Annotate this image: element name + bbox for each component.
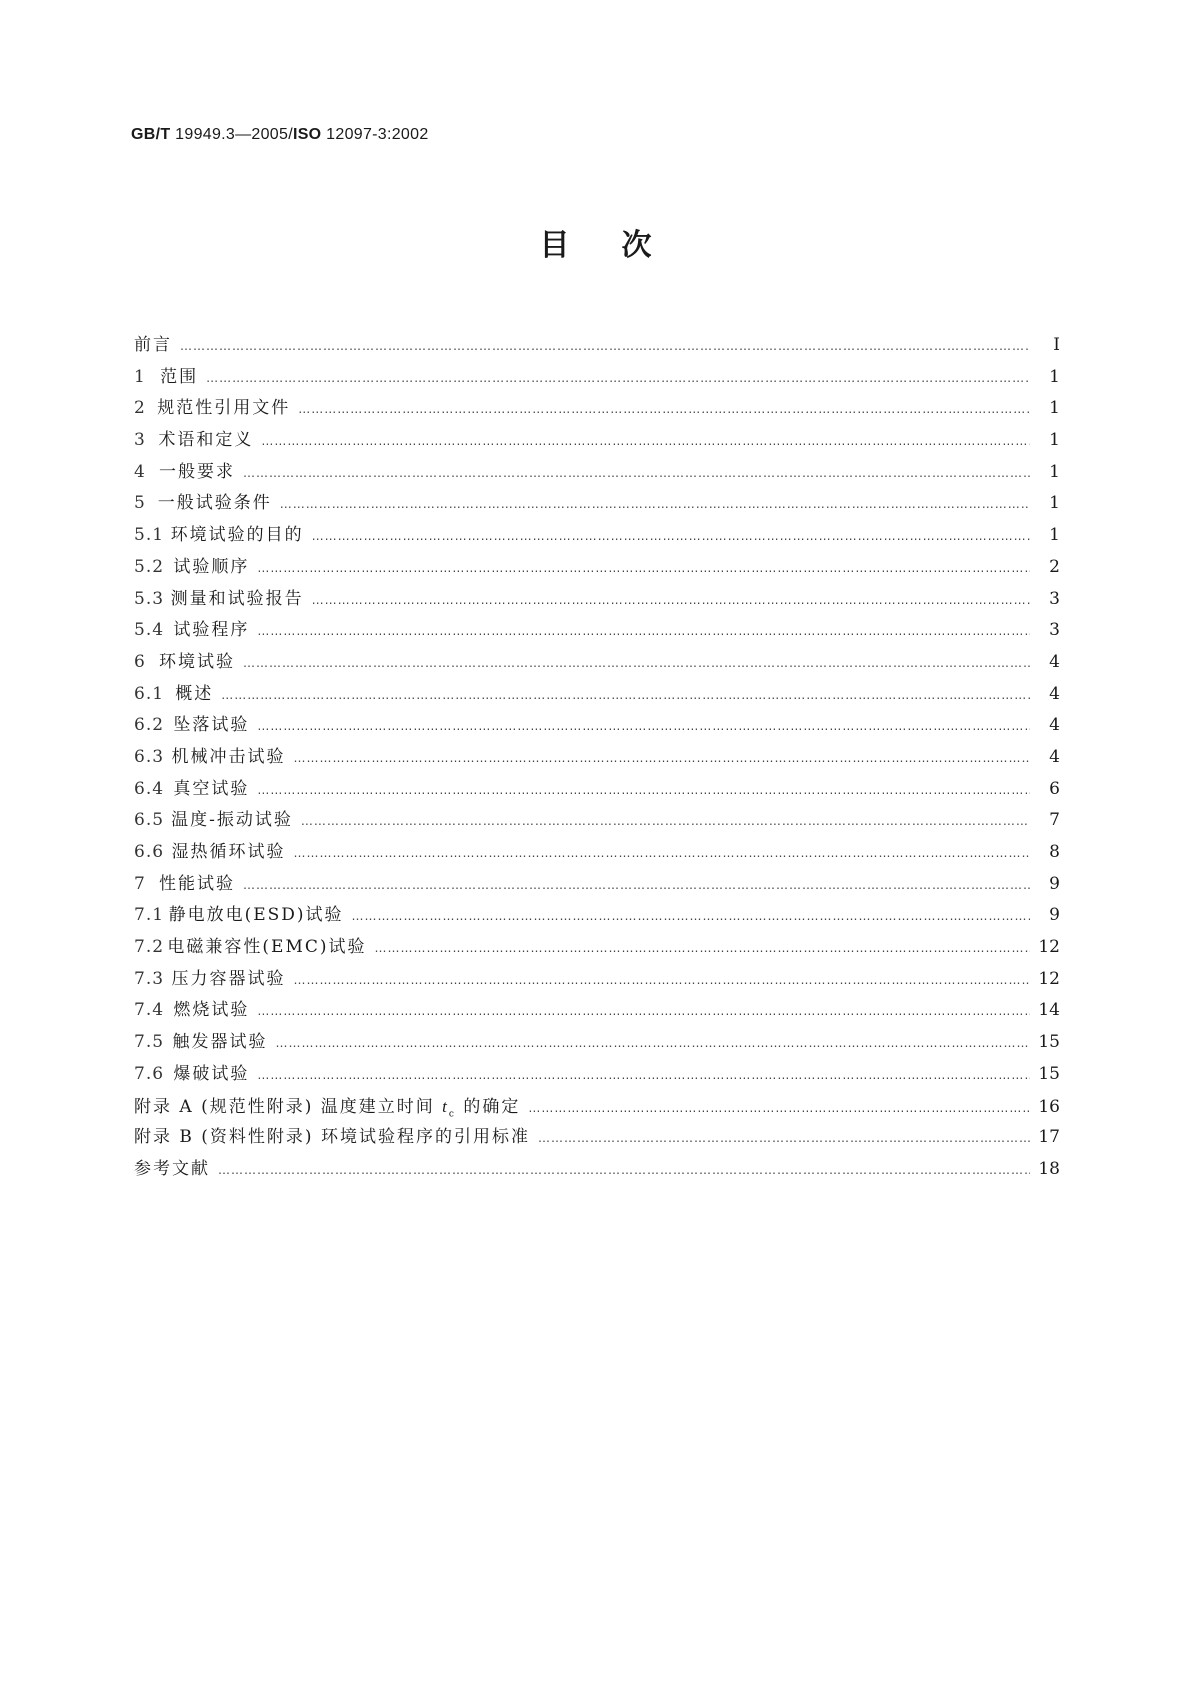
page-title: 目次 (539, 228, 704, 263)
toc-entry-number: 1 (134, 366, 146, 387)
dot-leader (312, 521, 1030, 553)
toc-entry-title (171, 805, 293, 837)
toc-entry[interactable] (134, 742, 1060, 774)
toc-entry[interactable] (134, 932, 1060, 964)
toc-entry-page-number: 2 (1049, 556, 1060, 577)
toc-entry-title (169, 900, 344, 932)
toc-entry-title-text: 环境试验的目的 (170, 525, 304, 546)
toc-entry-number: 7.1 (134, 905, 165, 926)
toc-entry-title-text: 试验程序 (173, 620, 250, 641)
toc-entry-title-text: 附录 B (资料性附录) 环境试验程序的引用标准 (134, 1127, 530, 1148)
dot-leader (180, 331, 1030, 363)
toc-entry-title-text: 一般要求 (158, 461, 235, 482)
toc-entry-title (173, 774, 249, 806)
toc-entry-title-text: 附录 A (规范性附录) 温度建立时间 (134, 1096, 443, 1117)
dot-leader (294, 743, 1030, 775)
toc-entry-title (172, 837, 286, 869)
toc-entry[interactable] (134, 710, 1060, 742)
dot-leader (257, 775, 1030, 807)
toc-entry-number: 6.4 (134, 778, 165, 799)
toc-entry-page-number: 4 (1049, 715, 1060, 736)
toc-entry-title (173, 552, 249, 584)
toc-entry-number: 7 (134, 873, 146, 894)
toc-entry-title-text: 范围 (160, 366, 199, 387)
toc-entry[interactable] (134, 964, 1060, 996)
toc-entry-title (159, 457, 235, 489)
dot-leader (257, 996, 1030, 1028)
dot-leader (243, 458, 1030, 490)
toc-entry-title-text: 概述 (175, 683, 214, 704)
dot-leader (294, 965, 1030, 997)
standard-prefix: GB/T (131, 126, 171, 143)
toc-entry-page-number: 17 (1038, 1127, 1060, 1148)
toc-entry-title-text: 测量和试验报告 (170, 588, 304, 609)
toc-entry-number: 6.2 (134, 715, 165, 736)
toc-entry-title (159, 869, 235, 901)
toc-entry[interactable] (134, 1059, 1060, 1091)
toc-entry-title (157, 393, 290, 425)
toc-entry-number: 5.1 (134, 525, 165, 546)
toc-entry-number: 5.4 (134, 620, 165, 641)
toc-entry-page-number: 1 (1049, 430, 1060, 451)
toc-entry-number: 6 (134, 651, 146, 672)
dot-leader (257, 553, 1030, 585)
toc-entry-title-text: 环境试验 (158, 651, 235, 672)
toc-entry-number: 7.6 (134, 1063, 165, 1084)
toc-entry[interactable] (134, 520, 1060, 552)
toc-entry-page-number: 16 (1038, 1096, 1060, 1117)
toc-entry-page-number: 18 (1038, 1158, 1060, 1179)
toc-entry-page-number: 1 (1049, 366, 1060, 387)
toc-entry[interactable] (134, 995, 1060, 1027)
toc-entry[interactable] (134, 869, 1060, 901)
table-of-contents (134, 330, 1060, 1186)
toc-entry-title-text: 性能试验 (158, 873, 235, 894)
dot-leader (218, 1155, 1030, 1187)
toc-entry-page-number: 1 (1049, 493, 1060, 514)
toc-entry[interactable] (134, 425, 1060, 457)
toc-entry[interactable] (134, 615, 1060, 647)
toc-entry-title-text: 试验顺序 (173, 556, 250, 577)
toc-entry-number: 6.6 (134, 842, 165, 862)
toc-entry-page-number: 7 (1049, 810, 1060, 831)
toc-entry-title-text: 规范性引用文件 (157, 398, 291, 419)
toc-entry-title (175, 679, 213, 711)
dot-leader (257, 1060, 1030, 1092)
toc-entry-page-number: 12 (1038, 937, 1060, 958)
dot-leader (312, 585, 1030, 617)
toc-entry-title-text: 静电放电(ESD)试验 (168, 905, 344, 926)
toc-entry[interactable] (134, 362, 1060, 394)
toc-entry-variable: t (442, 1096, 449, 1116)
toc-entry-title (134, 330, 172, 362)
toc-entry-title (171, 584, 304, 616)
toc-entry-number: 7.5 (134, 1032, 165, 1053)
toc-entry-title (158, 425, 253, 457)
toc-entry-title-tail: 的确定 (455, 1096, 521, 1117)
toc-entry-title-text: 真空试验 (173, 778, 250, 799)
toc-entry-number: 6.1 (134, 683, 165, 704)
toc-entry-title-text: 爆破试验 (173, 1063, 250, 1084)
standard-number (131, 126, 429, 144)
toc-entry-page-number: 9 (1049, 905, 1060, 926)
dot-leader (261, 426, 1030, 458)
toc-entry[interactable] (134, 837, 1060, 869)
toc-entry-number: 6.3 (134, 746, 165, 767)
dot-leader (375, 933, 1031, 965)
toc-entry-title-text: 压力容器试验 (171, 968, 286, 989)
toc-entry-title-text: 电磁兼容性(EMC)试验 (167, 937, 367, 958)
toc-entry-number: 2 (134, 398, 146, 419)
toc-entry-title (134, 1154, 210, 1186)
toc-entry-title-text: 温度-振动试验 (171, 810, 293, 831)
toc-entry-number: 4 (134, 461, 146, 482)
toc-entry-page-number: 4 (1049, 746, 1060, 767)
dot-leader (528, 1093, 1030, 1125)
toc-entry-page-number: 9 (1049, 873, 1060, 894)
toc-entry-page-number: 12 (1038, 968, 1060, 989)
toc-entry-title (160, 362, 198, 394)
iso-number-part: 12097-3:2002 (321, 126, 429, 143)
toc-entry-title-text: 触发器试验 (172, 1032, 268, 1053)
dot-leader (257, 616, 1030, 648)
toc-entry-title (167, 932, 366, 964)
toc-entry[interactable] (134, 805, 1060, 837)
toc-entry-variable-subscript: c (448, 1108, 456, 1119)
toc-entry-title (172, 1027, 267, 1059)
iso-prefix: ISO (292, 126, 322, 143)
toc-entry[interactable] (134, 393, 1060, 425)
toc-entry-page-number: 1 (1049, 398, 1060, 419)
toc-entry-title-text: 湿热循环试验 (171, 842, 286, 862)
toc-entry[interactable] (134, 1122, 1060, 1154)
toc-entry-page-number: 4 (1049, 651, 1060, 672)
toc-entry-title (173, 615, 249, 647)
dot-leader (206, 363, 1030, 395)
toc-entry[interactable] (134, 647, 1060, 679)
toc-entry-title-text: 一般试验条件 (157, 493, 272, 514)
toc-entry-title-text: 术语和定义 (158, 430, 254, 451)
dot-leader (275, 1028, 1030, 1060)
toc-entry[interactable] (134, 679, 1060, 711)
toc-entry-page-number: 1 (1049, 525, 1060, 546)
toc-entry-title (159, 647, 235, 679)
toc-entry-page-number: 1 (1049, 461, 1060, 482)
toc-entry-title (171, 520, 304, 552)
toc-entry[interactable] (134, 457, 1060, 489)
dot-leader (298, 394, 1030, 426)
toc-entry-page-number: 4 (1049, 683, 1060, 704)
toc-entry-number: 6.5 (134, 810, 165, 831)
toc-entry-number: 7.3 (134, 968, 165, 989)
toc-entry[interactable] (134, 584, 1060, 616)
toc-entry-number: 3 (134, 430, 146, 451)
standard-number-part: 19949.3—2005/ (170, 126, 293, 143)
toc-entry[interactable] (134, 774, 1060, 806)
toc-entry[interactable] (134, 1027, 1060, 1059)
toc-entry-title (158, 488, 272, 520)
toc-entry-page-number: 3 (1049, 588, 1060, 609)
dot-leader (280, 489, 1030, 521)
toc-entry-number: 5.2 (134, 556, 165, 577)
toc-entry[interactable] (134, 1154, 1060, 1186)
toc-entry[interactable] (134, 552, 1060, 584)
toc-entry-title (134, 1091, 520, 1124)
dot-leader (243, 648, 1030, 680)
toc-entry-title-text: 机械冲击试验 (171, 746, 286, 767)
toc-entry-title (173, 710, 249, 742)
toc-entry-page-number: 6 (1049, 778, 1060, 799)
toc-entry-title (173, 995, 249, 1027)
dot-leader (538, 1123, 1030, 1155)
toc-entry[interactable] (134, 330, 1060, 362)
toc-entry-title (134, 1122, 530, 1154)
toc-entry-page-number: 15 (1038, 1063, 1060, 1084)
toc-entry-page-number: I (1053, 335, 1060, 355)
toc-entry-page-number: 3 (1049, 620, 1060, 641)
toc-entry-title (172, 742, 286, 774)
dot-leader (294, 838, 1030, 870)
toc-entry-number: 5 (134, 493, 146, 514)
toc-entry-title (172, 964, 286, 996)
toc-entry[interactable] (134, 488, 1060, 520)
dot-leader (301, 806, 1030, 838)
toc-entry-page-number: 8 (1049, 842, 1060, 862)
toc-entry-number: 7.4 (134, 1000, 165, 1021)
toc-entry-title-text: 前言 (134, 335, 172, 355)
toc-entry-title-text: 参考文献 (134, 1158, 210, 1179)
dot-leader (257, 711, 1030, 743)
toc-entry-page-number: 15 (1038, 1032, 1060, 1053)
toc-entry-number: 7.2 (134, 937, 165, 958)
toc-entry-title (173, 1059, 249, 1091)
toc-entry-page-number: 14 (1038, 1000, 1060, 1021)
toc-entry-title-text: 坠落试验 (173, 715, 250, 736)
toc-entry[interactable] (134, 900, 1060, 932)
dot-leader (221, 680, 1030, 712)
toc-entry-number: 5.3 (134, 588, 165, 609)
dot-leader (243, 870, 1030, 902)
dot-leader (352, 901, 1030, 933)
toc-entry-title-text: 燃烧试验 (173, 1000, 250, 1021)
toc-entry[interactable] (134, 1091, 1060, 1123)
